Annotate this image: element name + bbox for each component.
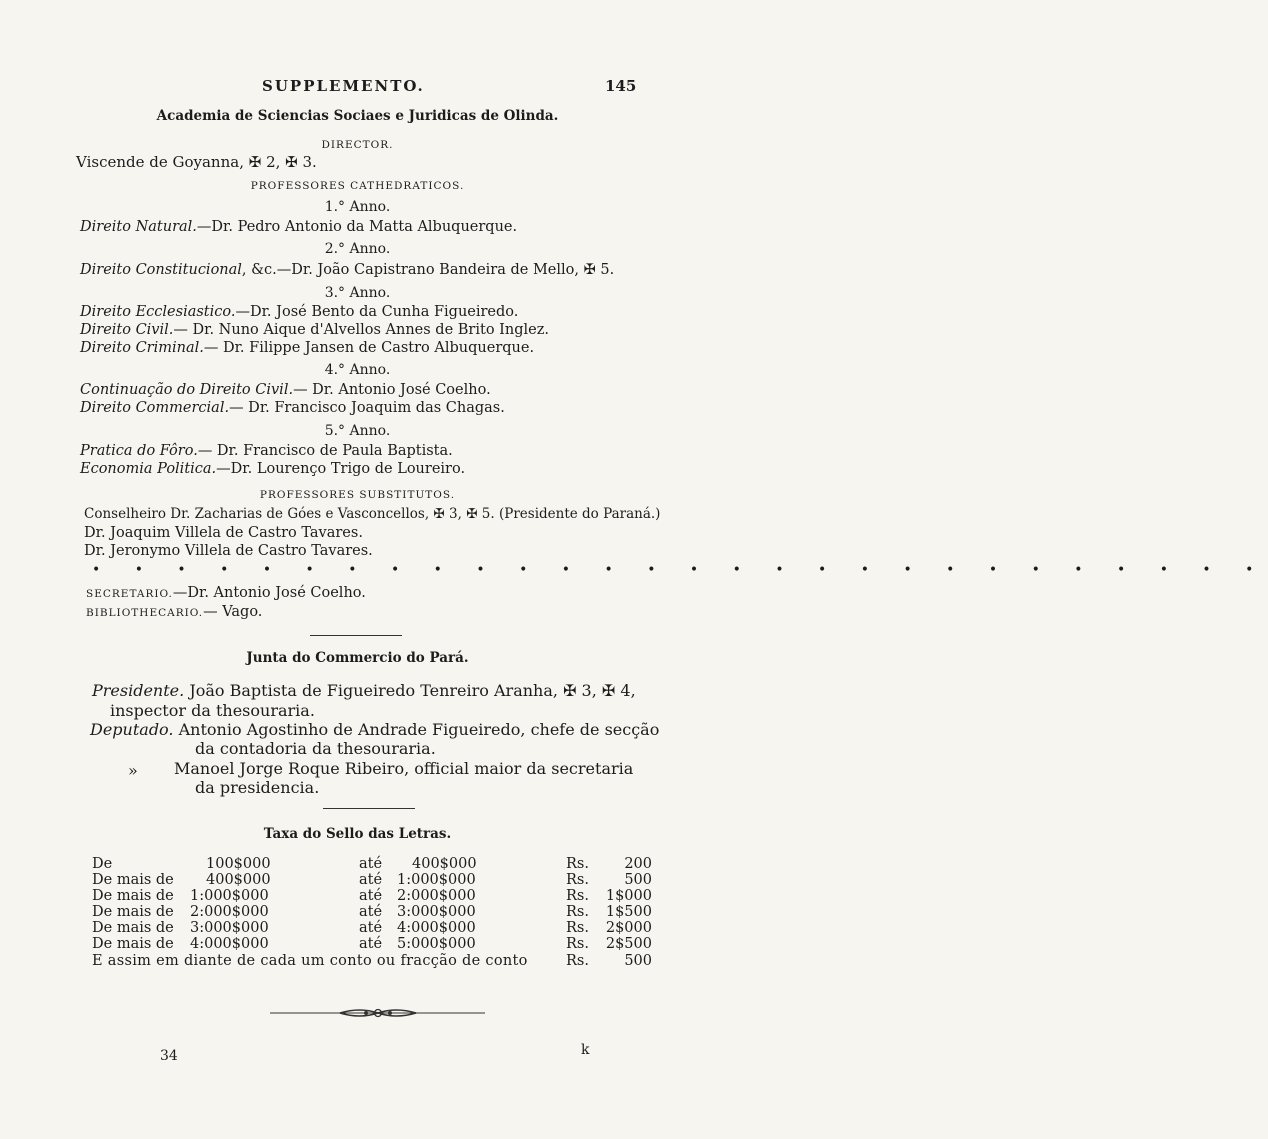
row-to: 2:000$000 bbox=[397, 888, 476, 904]
anno-3-entry-1 bbox=[80, 304, 518, 320]
secretario-line bbox=[86, 585, 366, 601]
deputado-label: Deputado. bbox=[90, 720, 174, 739]
row-value: 1$500 bbox=[605, 904, 652, 920]
anno-2-entry bbox=[80, 262, 614, 278]
row-to: 1:000$000 bbox=[397, 872, 476, 888]
ornament-divider bbox=[270, 1005, 485, 1021]
professor: —Dr. Lourenço Trigo de Loureiro. bbox=[216, 461, 466, 477]
anno-5-heading: 5.° Anno. bbox=[324, 423, 391, 439]
row-label: De mais de bbox=[92, 920, 174, 936]
row-to: 5:000$000 bbox=[397, 936, 476, 952]
row-from: 100$000 bbox=[206, 856, 271, 872]
substituto-1: Conselheiro Dr. Zacharias de Góes e Vasconcellos, ✠ 3, ✠ 5. (Presidente do Paraná.) bbox=[84, 506, 661, 522]
professor: — Dr. Antonio José Coelho. bbox=[293, 382, 491, 398]
row-ate: até bbox=[359, 920, 383, 936]
subject: Direito Ecclesiastico. bbox=[80, 304, 236, 320]
row-from: 3:000$000 bbox=[190, 920, 269, 936]
presidente-line-1 bbox=[92, 681, 636, 700]
row-rs: Rs. bbox=[566, 856, 589, 872]
professor: — Dr. Filippe Jansen de Castro Albuquerque. bbox=[203, 340, 535, 356]
running-title: SUPPLEMENTO. bbox=[262, 77, 425, 95]
professor: — Dr. Francisco de Paula Baptista. bbox=[197, 443, 453, 459]
row-label: De bbox=[92, 856, 113, 872]
anno-3-entry-3 bbox=[80, 340, 534, 356]
row-from: 1:000$000 bbox=[190, 888, 269, 904]
row-rs: Rs. bbox=[566, 888, 589, 904]
row-rs: Rs. bbox=[566, 872, 589, 888]
subject: Economia Politica. bbox=[80, 461, 217, 477]
deputado-line-2: da contadoria da thesouraria. bbox=[195, 739, 436, 758]
deputado-name: Antonio Agostinho de Andrade Figueiredo, chefe de secção bbox=[178, 720, 660, 739]
professor: —Dr. José Bento da Cunha Figueiredo. bbox=[235, 304, 519, 320]
row-value: 500 bbox=[624, 953, 652, 969]
subject: Direito Criminal. bbox=[80, 340, 204, 356]
leader-dots: • • • • • • • • • • • • • • • • • • • • • • • • • • • • bbox=[92, 562, 1268, 578]
bibliothecario-name: — Vago. bbox=[203, 604, 263, 620]
deputado-line-1 bbox=[90, 720, 659, 739]
director-line: Viscende de Goyanna, ✠ 2, ✠ 3. bbox=[76, 153, 317, 171]
anno-4-entry-2 bbox=[80, 400, 505, 416]
subject: Pratica do Fôro. bbox=[80, 443, 198, 459]
substituto-2: Dr. Joaquim Villela de Castro Tavares. bbox=[84, 525, 363, 541]
row-label: De mais de bbox=[92, 888, 174, 904]
row-rs: Rs. bbox=[566, 953, 589, 969]
row-label: De mais de bbox=[92, 872, 174, 888]
row-rs: Rs. bbox=[566, 920, 589, 936]
row-ate: até bbox=[359, 904, 383, 920]
director-heading: DIRECTOR. bbox=[321, 139, 394, 151]
subject: Continuação do Direito Civil. bbox=[80, 382, 294, 398]
cathedraticos-heading: PROFESSORES CATHEDRATICOS. bbox=[250, 180, 465, 192]
subject: Direito Constitucional bbox=[80, 262, 242, 278]
junta-title: Junta do Commercio do Pará. bbox=[246, 650, 469, 666]
bibliothecario-line bbox=[86, 604, 262, 620]
section-divider-1 bbox=[310, 635, 402, 636]
anno-5-entry-1 bbox=[80, 443, 453, 459]
row-rs: Rs. bbox=[566, 936, 589, 952]
substituto-3: Dr. Jeronymo Villela de Castro Tavares. bbox=[84, 543, 373, 559]
presidente-label: Presidente. bbox=[92, 681, 185, 700]
deputado2-line-2: da presidencia. bbox=[195, 778, 320, 797]
professor: — Dr. Nuno Aique d'Alvellos Annes de Brito Inglez. bbox=[173, 322, 549, 338]
row-from: 4:000$000 bbox=[190, 936, 269, 952]
row-rs: Rs. bbox=[566, 904, 589, 920]
gathering-mark: k bbox=[581, 1042, 590, 1058]
row-to: 400$000 bbox=[412, 856, 477, 872]
academia-title: Academia de Sciencias Sociaes e Juridicas de Olinda. bbox=[156, 108, 559, 124]
anno-3-entry-2 bbox=[80, 322, 549, 338]
row-value: 1$000 bbox=[605, 888, 652, 904]
professor: , &c.—Dr. João Capistrano Bandeira de Mello, ✠ 5. bbox=[241, 262, 615, 278]
professor: —Dr. Pedro Antonio da Matta Albuquerque. bbox=[196, 219, 518, 235]
anno-5-entry-2 bbox=[80, 461, 465, 477]
bibliothecario-label: BIBLIOTHECARIO. bbox=[86, 607, 204, 619]
presidente-line-2: inspector da thesouraria. bbox=[110, 701, 315, 720]
subject: Direito Commercial. bbox=[80, 400, 230, 416]
row-ate: até bbox=[359, 856, 383, 872]
substitutos-heading: PROFESSORES SUBSTITUTOS. bbox=[259, 489, 456, 501]
anno-1-heading: 1.° Anno. bbox=[324, 199, 391, 215]
anno-3-heading: 3.° Anno. bbox=[324, 285, 391, 301]
subject: Direito Civil. bbox=[80, 322, 174, 338]
row-from: 2:000$000 bbox=[190, 904, 269, 920]
professor: — Dr. Francisco Joaquim das Chagas. bbox=[229, 400, 505, 416]
subject: Direito Natural. bbox=[80, 219, 197, 235]
anno-2-heading: 2.° Anno. bbox=[324, 241, 391, 257]
row-to: 4:000$000 bbox=[397, 920, 476, 936]
row-value: 200 bbox=[624, 856, 652, 872]
row-value: 2$500 bbox=[605, 936, 652, 952]
anno-4-entry-1 bbox=[80, 382, 491, 398]
row-to: 3:000$000 bbox=[397, 904, 476, 920]
deputado2-line-1: Manoel Jorge Roque Ribeiro, official maior da secretaria bbox=[174, 759, 634, 778]
ditto-mark: » bbox=[128, 761, 138, 780]
signature-mark: 34 bbox=[160, 1048, 178, 1064]
row-label: De mais de bbox=[92, 904, 174, 920]
row-value: 2$000 bbox=[605, 920, 652, 936]
row-ate: até bbox=[359, 888, 383, 904]
row-ate: até bbox=[359, 872, 383, 888]
anno-1-entry bbox=[80, 219, 517, 235]
anno-4-heading: 4.° Anno. bbox=[324, 362, 391, 378]
row-from: 400$000 bbox=[206, 872, 271, 888]
row-label: De mais de bbox=[92, 936, 174, 952]
final-text: E assim em diante de cada um conto ou fracção de conto bbox=[92, 953, 528, 969]
presidente-name: João Baptista de Figueiredo Tenreiro Aranha, ✠ 3, ✠ 4, bbox=[189, 681, 636, 700]
row-ate: até bbox=[359, 936, 383, 952]
secretario-label: SECRETARIO. bbox=[86, 588, 173, 600]
page-number: 145 bbox=[605, 77, 637, 95]
section-divider-2 bbox=[323, 808, 415, 809]
taxa-title: Taxa do Sello das Letras. bbox=[263, 826, 452, 842]
secretario-name: —Dr. Antonio José Coelho. bbox=[172, 585, 366, 601]
row-value: 500 bbox=[624, 872, 652, 888]
